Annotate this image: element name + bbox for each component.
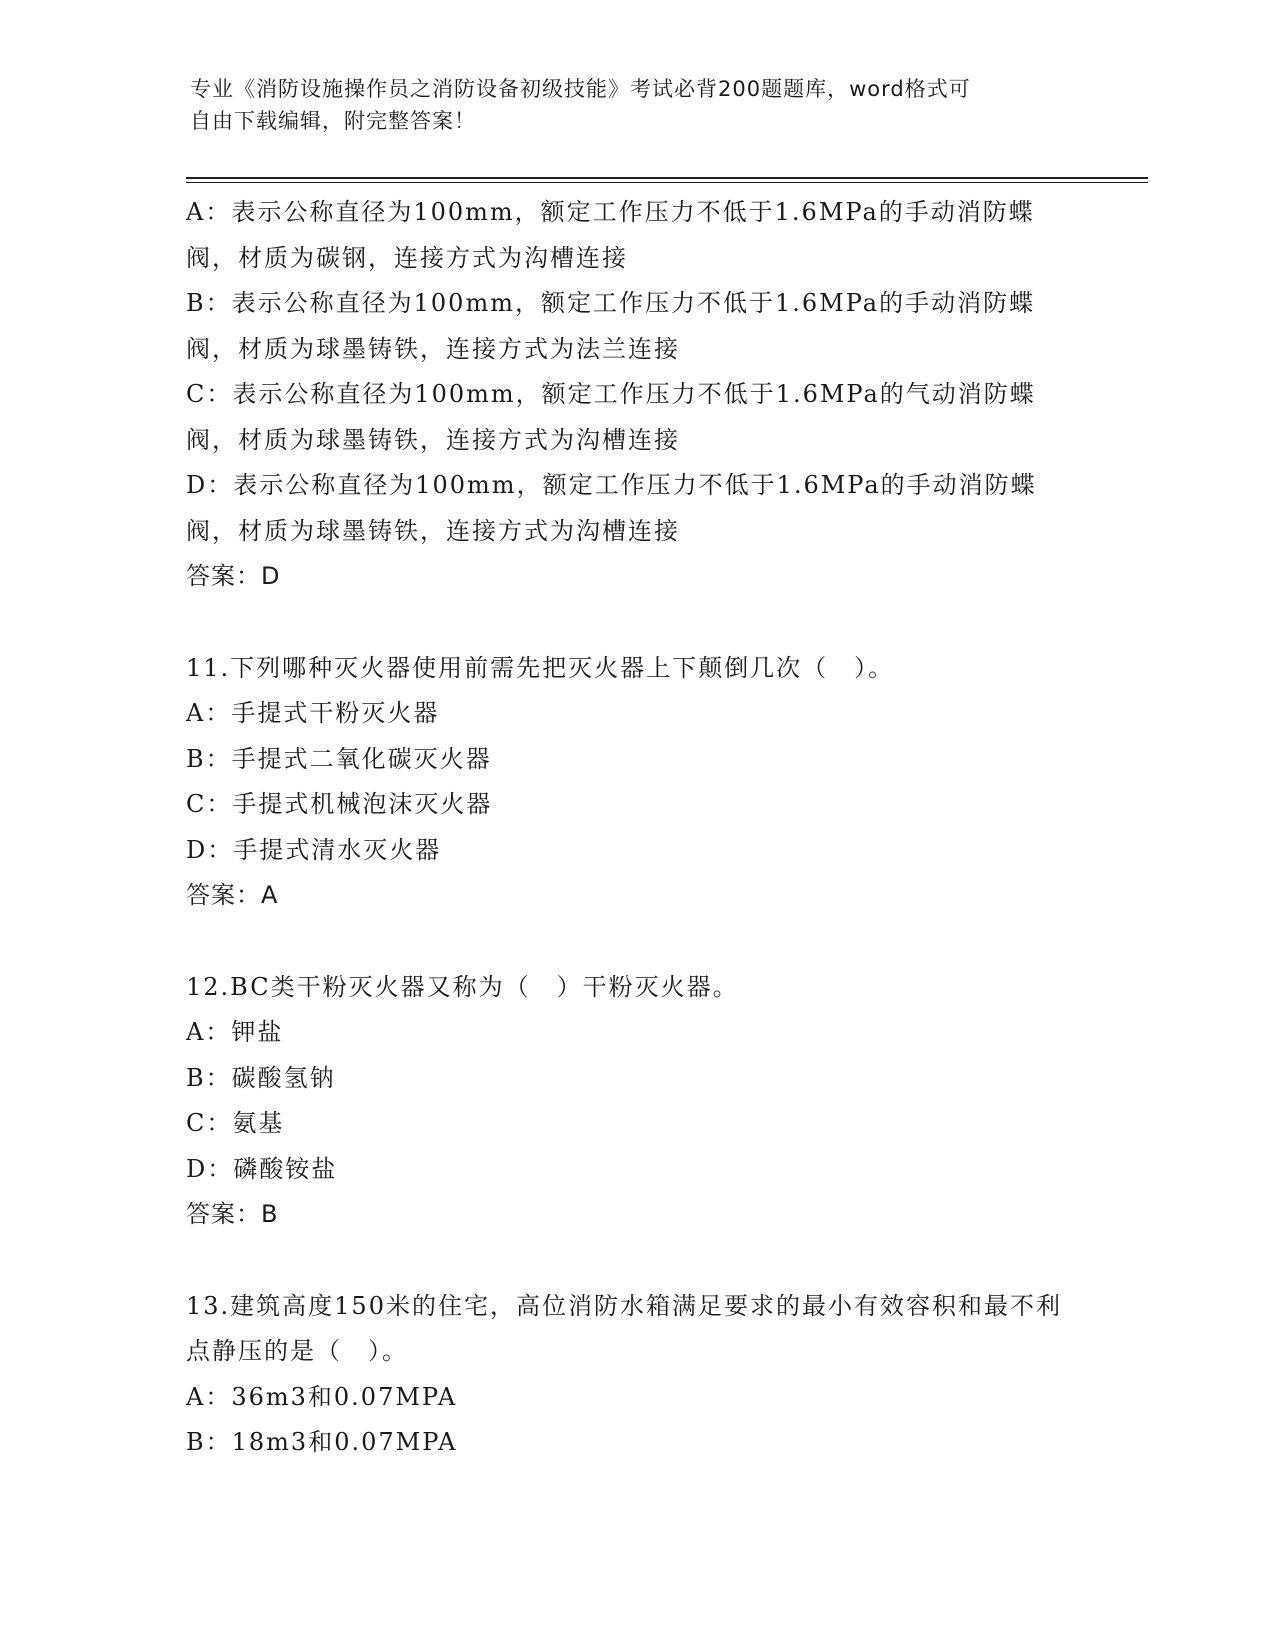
option-a: A：表示公称直径为100mm，额定工作压力不低于1.6MPa的手动消防蝶阀，材质为碳钢，连接方式为沟槽连接 xyxy=(186,198,1035,272)
option-b: B：18m3和0.07MPA xyxy=(186,1428,458,1456)
option-c: C：表示公称直径为100mm，额定工作压力不低于1.6MPa的气动消防蝶阀，材质为球墨铸铁，连接方式为沟槽连接 xyxy=(186,380,1036,454)
option-a: A：36m3和0.07MPA xyxy=(186,1382,458,1411)
header-line-1: 专业《消防设施操作员之消防设备初级技能》考试必背200题题库，word格式可 xyxy=(190,77,971,101)
header-rule-thick xyxy=(186,177,1148,179)
question-10 xyxy=(186,190,1086,600)
answer-line: 答案：A xyxy=(186,881,279,909)
question-list xyxy=(186,190,1086,1466)
option-b: B：表示公称直径为100mm，额定工作压力不低于1.6MPa的手动消防蝶阀，材质为球墨铸铁，连接方式为法兰连接 xyxy=(186,289,1036,363)
question-11 xyxy=(186,646,1086,919)
option-b: B：手提式二氧化碳灭火器 xyxy=(186,744,492,773)
answer-line: 答案：B xyxy=(186,1200,279,1228)
header-line-2: 自由下载编辑，附完整答案！ xyxy=(190,109,476,133)
answer-line: 答案：D xyxy=(186,562,281,590)
question-stem: 12.BC类干粉灭火器又称为（ ）干粉灭火器。 xyxy=(186,972,739,1001)
question-13 xyxy=(186,1284,1086,1466)
option-d: D：磷酸铵盐 xyxy=(186,1154,338,1183)
option-c: C：氨基 xyxy=(186,1109,285,1137)
document-header xyxy=(190,73,1090,137)
option-b: B：碳酸氢钠 xyxy=(186,1063,336,1092)
option-a: A：手提式干粉灭火器 xyxy=(186,699,440,727)
question-stem: 13.建筑高度150米的住宅，高位消防水箱满足要求的最小有效容积和最不利点静压的是（ ）。 xyxy=(186,1291,1062,1365)
option-d: D：表示公称直径为100mm，额定工作压力不低于1.6MPa的手动消防蝶阀，材质为球墨铸铁，连接方式为沟槽连接 xyxy=(186,471,1037,545)
question-stem: 11.下列哪种灭火器使用前需先把灭火器上下颠倒几次（ ）。 xyxy=(186,653,895,682)
option-a: A：钾盐 xyxy=(186,1018,284,1046)
option-d: D：手提式清水灭火器 xyxy=(186,835,442,864)
header-rule-thin xyxy=(186,182,1148,183)
question-12 xyxy=(186,965,1086,1238)
option-c: C：手提式机械泡沫灭火器 xyxy=(186,790,493,818)
